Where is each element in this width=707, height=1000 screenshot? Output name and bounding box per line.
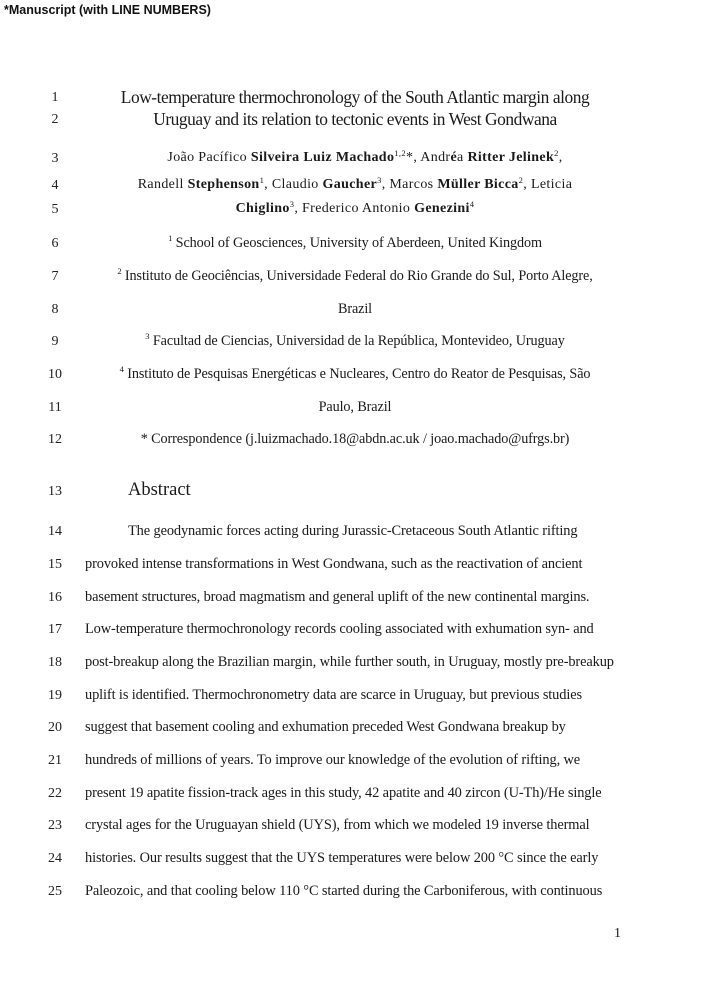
line-number: 20 [48, 720, 62, 735]
line-number: 15 [48, 557, 62, 572]
abstract-line: hundreds of millions of years. To improve our knowledge of the evolution of rifting, we [85, 752, 581, 768]
authors-line-3 [85, 201, 625, 217]
affiliation-marker: 3 [377, 175, 382, 185]
line-number: 9 [51, 334, 59, 349]
abstract-line: histories. Our results suggest that the UYS temperatures were below 200 °C since the early [85, 850, 599, 866]
affiliation-marker: 3 [289, 199, 295, 209]
line-number: 1 [51, 90, 59, 105]
correspondence: * Correspondence (j.luizmachado.18@abdn.ac.uk / joao.machado@ufrgs.br) [140, 431, 570, 447]
line-number: 13 [48, 484, 62, 499]
abstract-line: Low-temperature thermochronology records cooling associated with exhumation syn- and [85, 621, 594, 637]
line-number: 18 [48, 655, 62, 670]
line-number: 7 [51, 269, 59, 284]
author-surname: Gaucher [322, 177, 378, 192]
affiliation-marker: 1 [259, 175, 265, 185]
line-number: 23 [48, 818, 62, 833]
line-number: 19 [48, 688, 62, 703]
line-number: 6 [51, 236, 59, 251]
line-number: 12 [48, 432, 62, 447]
line-number: 16 [48, 590, 62, 605]
abstract-line: suggest that basement cooling and exhumation preceded West Gondwana breakup by [85, 719, 566, 735]
abstract-heading: Abstract [128, 480, 191, 500]
author-text: , Marcos [381, 177, 438, 192]
abstract-line: basement structures, broad magmatism and general uplift of the new continental margins. [85, 589, 590, 605]
affiliation-marker: 2 [518, 175, 524, 185]
author-text: , Claudio [264, 177, 323, 192]
affiliation-2 [85, 268, 625, 285]
affiliation-2-cont: Brazil [337, 301, 373, 317]
affiliation-marker: 2 [117, 266, 122, 276]
line-number: 24 [48, 851, 62, 866]
line-number: 25 [48, 884, 62, 899]
line-number: 21 [48, 753, 62, 768]
authors-line-1 [95, 150, 635, 166]
affiliation-4-cont: Paulo, Brazil [318, 399, 392, 415]
line-number: 11 [48, 400, 62, 415]
authors-line-2 [85, 177, 625, 193]
affiliation-text: Instituto de Pesquisas Energéticas e Nucleares, Centro do Reator de Pesquisas, São [127, 366, 591, 382]
author-surname: Silveira Luiz Machado [250, 150, 395, 165]
abstract-line: provoked intense transformations in West Gondwana, such as the reactivation of ancient [85, 556, 583, 572]
line-number: 8 [51, 302, 59, 317]
paper-title-line-1: Low-temperature thermochronology of the South Atlantic margin along [120, 87, 590, 107]
author-text: , Leticia [523, 177, 573, 192]
abstract-line: Paleozoic, and that cooling below 110 °C started during the Carboniferous, with continuous [85, 883, 603, 899]
author-surname: Chiglino [235, 201, 290, 216]
affiliation-3 [85, 333, 625, 350]
abstract-line: The geodynamic forces acting during Jurassic-Cretaceous South Atlantic rifting [128, 523, 578, 539]
author-text: João Pacífico [167, 150, 251, 165]
author-text: , [558, 150, 563, 165]
abstract-line: uplift is identified. Thermochronometry data are scarce in Uruguay, but previous studies [85, 687, 582, 703]
author-text: *, Andr [405, 150, 451, 165]
line-number: 5 [51, 202, 59, 217]
line-number: 14 [48, 524, 62, 539]
author-text: , Frederico Antonio [294, 201, 415, 216]
affiliation-marker: 2 [554, 148, 559, 158]
affiliation-4 [85, 366, 625, 383]
author-surname: é [450, 150, 458, 165]
author-surname: Ritter Jelinek [467, 150, 555, 165]
abstract-line: crystal ages for the Uruguayan shield (UYS), from which we modeled 19 inverse thermal [85, 817, 590, 833]
affiliation-1 [85, 235, 625, 252]
affiliation-marker: 4 [469, 199, 475, 209]
author-surname: Genezini [414, 201, 470, 216]
affiliation-marker: 1 [168, 233, 173, 243]
paper-title-line-2: Uruguay and its relation to tectonic events in West Gondwana [153, 109, 557, 129]
manuscript-header: *Manuscript (with LINE NUMBERS) [4, 3, 211, 17]
abstract-line: post-breakup along the Brazilian margin, while further south, in Uruguay, mostly pre-breakup [85, 654, 614, 670]
line-number: 3 [51, 151, 59, 166]
affiliation-text: Facultad de Ciencias, Universidad de la República, Montevideo, Uruguay [152, 333, 565, 349]
affiliation-marker: 4 [119, 364, 124, 374]
author-surname: Stephenson [187, 177, 260, 192]
author-text: a [457, 150, 468, 165]
line-number: 17 [48, 622, 62, 637]
affiliation-text: School of Geosciences, University of Aberdeen, United Kingdom [175, 235, 542, 251]
abstract-line: present 19 apatite fission-track ages in this study, 42 apatite and 40 zircon (U-Th)/He single [85, 785, 602, 801]
affiliation-marker: 3 [145, 331, 150, 341]
line-number: 22 [48, 786, 62, 801]
author-text: Randell [137, 177, 188, 192]
line-number: 2 [51, 112, 59, 127]
affiliation-marker: 1,2 [394, 148, 406, 158]
author-surname: Müller Bicca [437, 177, 519, 192]
affiliation-text: Instituto de Geociências, Universidade Federal do Rio Grande do Sul, Porto Alegre, [124, 268, 593, 284]
line-number: 4 [51, 178, 59, 193]
page-number: 1 [614, 926, 621, 941]
line-number: 10 [48, 367, 62, 382]
